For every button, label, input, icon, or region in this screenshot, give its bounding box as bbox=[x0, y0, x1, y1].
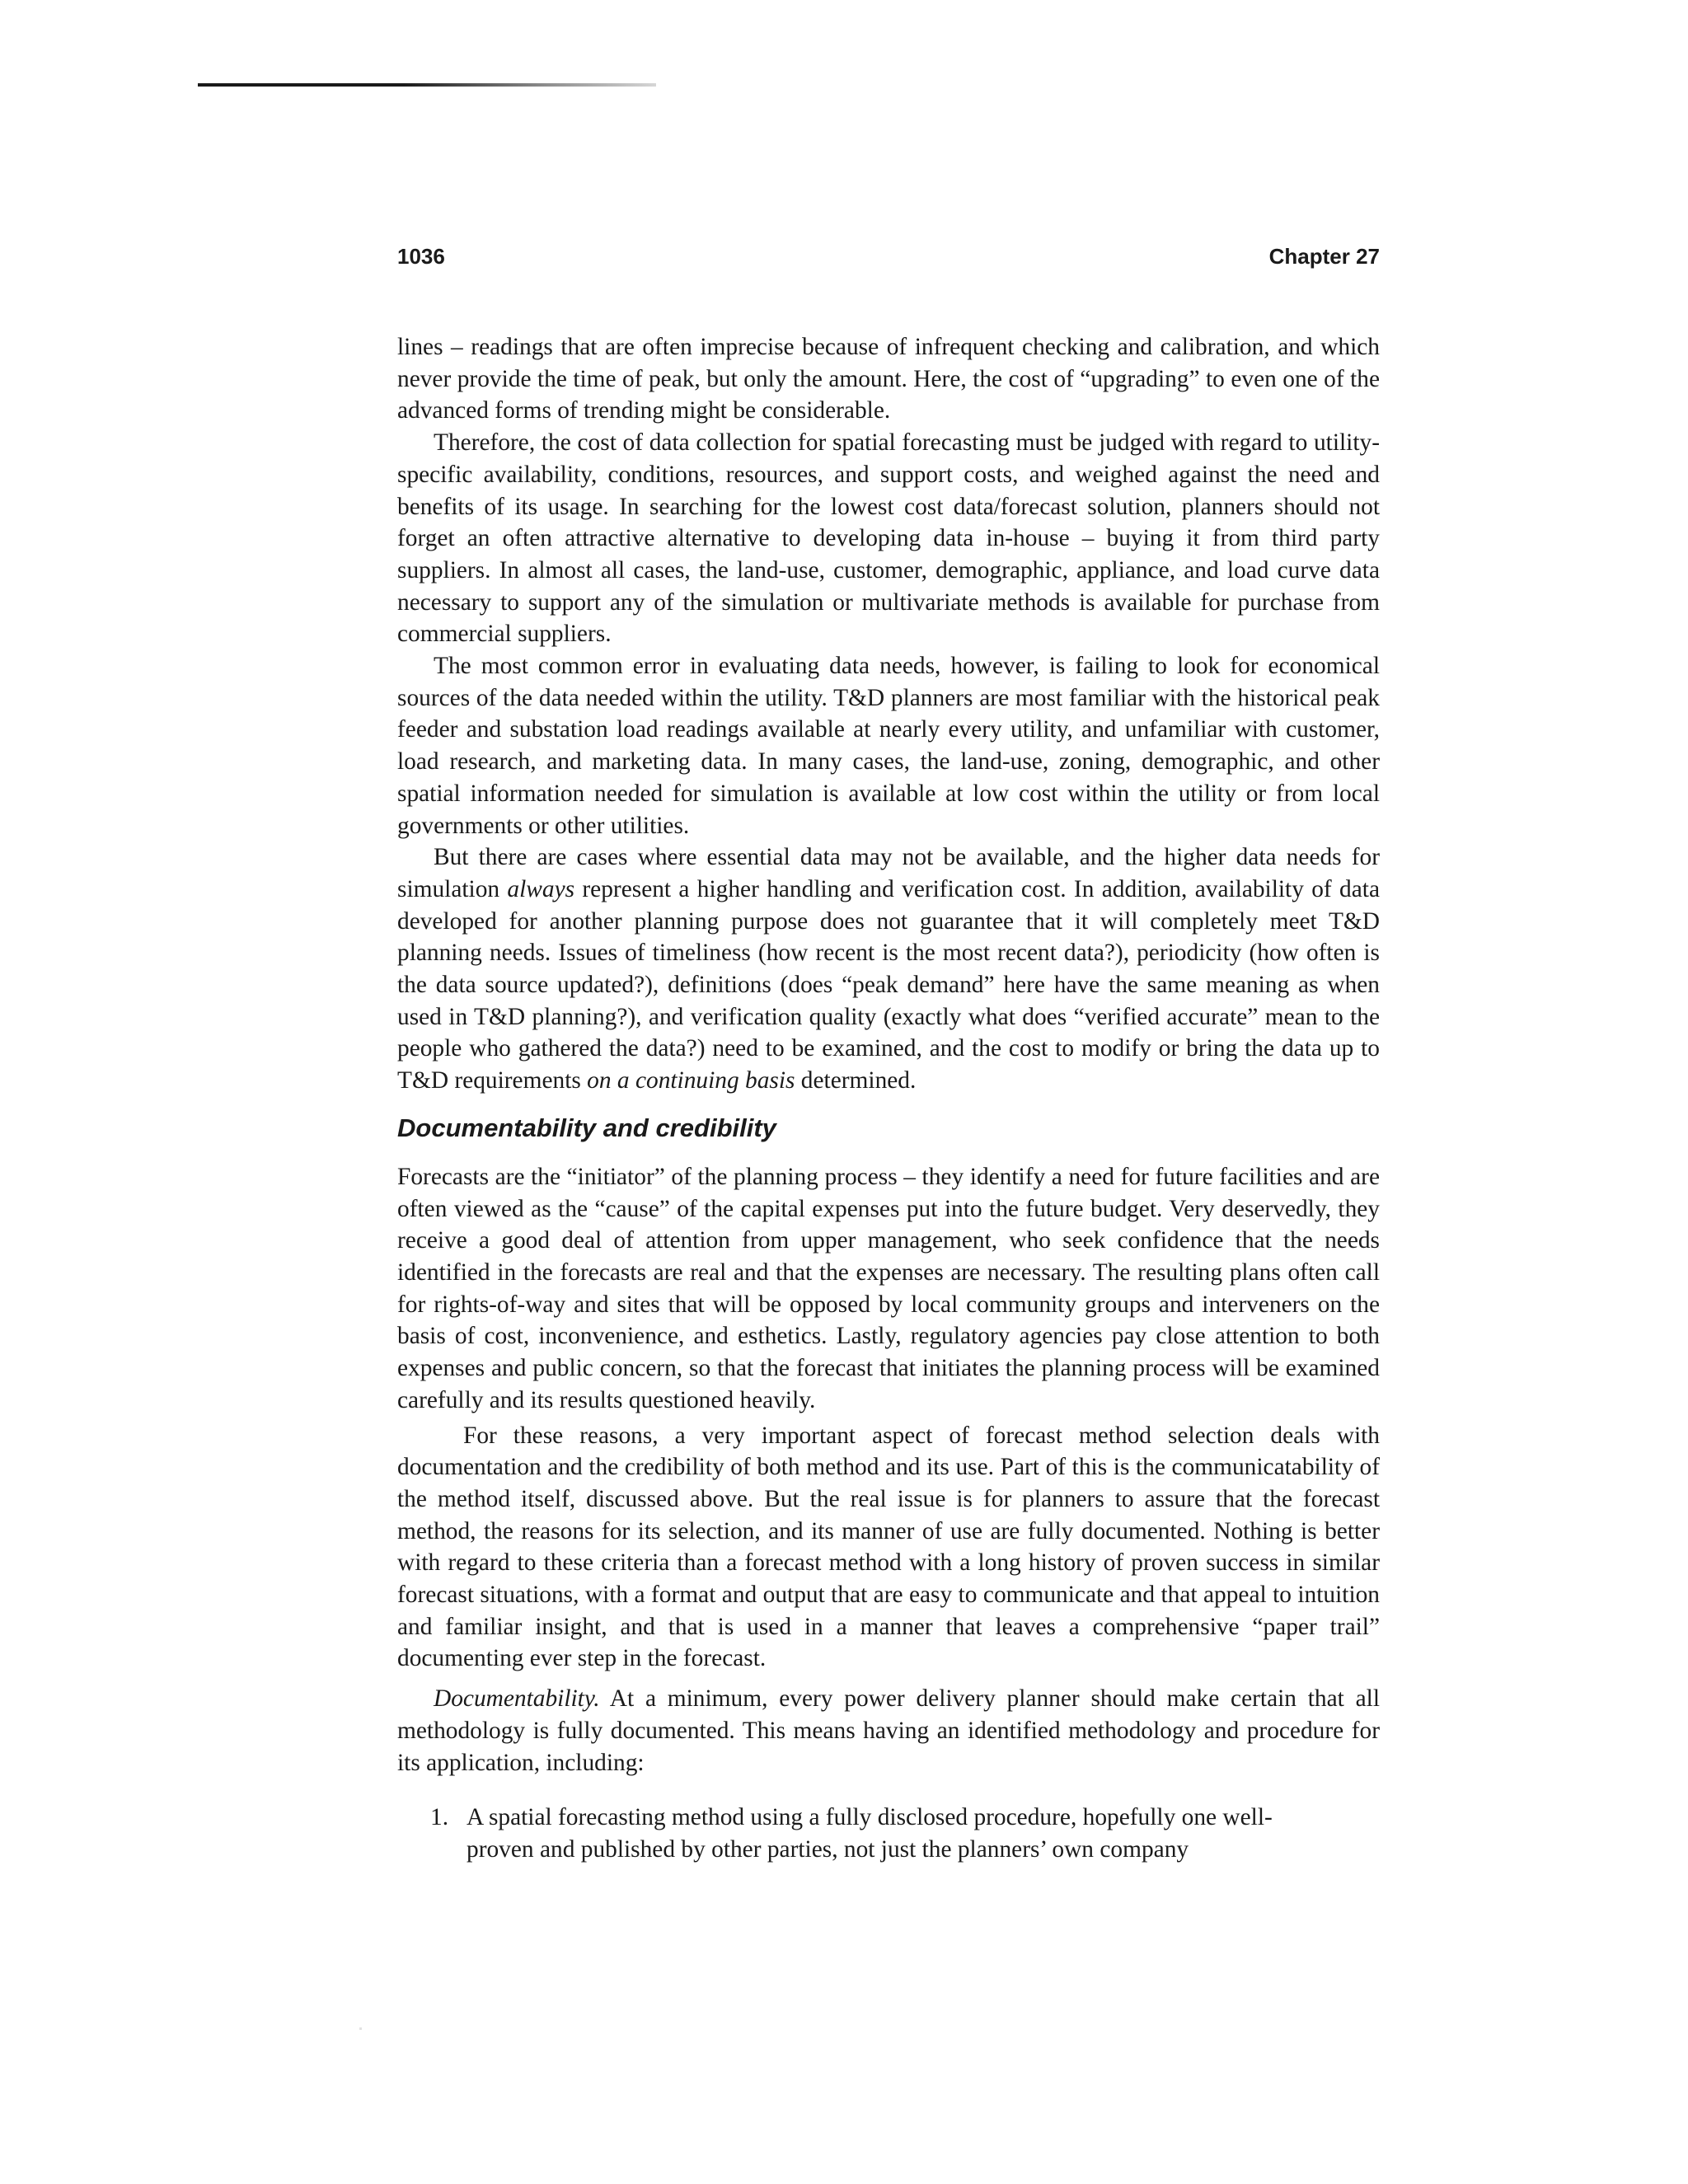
book-page bbox=[397, 244, 1380, 1866]
body-text bbox=[397, 331, 1380, 1866]
paragraph-cost-of-data: Therefore, the cost of data collection for spatial forecasting must be judged with regard to utility-specific availability, conditions, resources, and support costs, and weighed against the need and benefits of its usage. In searching for the lowest cost data/forecast solution, planners should not forget an often attractive alternative to developing data in-house – buying it from third party suppliers. In almost all cases, the land-use, customer, demographic, appliance, and load curve data necessary to support any of the simulation or multivariate methods is available for purchase from commercial suppliers. bbox=[397, 429, 1380, 648]
numbered-list bbox=[397, 1802, 1380, 1865]
running-head bbox=[397, 244, 1380, 277]
top-rule bbox=[198, 83, 656, 87]
paragraph-essential-data bbox=[397, 841, 1380, 1097]
section-heading: Documentability and credibility bbox=[397, 1113, 776, 1142]
text-run: At a minimum, every power delivery planner should make certain that all methodology is fully documented. This means having an identified methodology and procedure for its application, including: bbox=[397, 1685, 1380, 1776]
list-item-number: 1. bbox=[430, 1804, 449, 1831]
list-item-text: A spatial forecasting method using a fully disclosed procedure, hopefully one well-proven and published by other parties, not just the planners’ own company bbox=[467, 1804, 1273, 1863]
text-run: determined. bbox=[795, 1067, 917, 1094]
paragraph-forecasts-initiator: Forecasts are the “initiator” of the planning process – they identify a need for future facilities and are often viewed as the “cause” of the capital expenses put into the future budget. Very deservedly, they receive a good deal of attention from upper management, who seek confidence that the needs identified in the forecasts are real and that the expenses are necessary. The resulting plans often call for rights-of-way and sites that will be opposed by local community groups and interveners on the basis of cost, inconvenience, and esthetics. Lastly, regulatory agencies pay close attention to both expenses and public concern, so that the forecast that initiates the planning process will be examined carefully and its results questioned heavily. bbox=[397, 1163, 1380, 1413]
page-number: 1036 bbox=[397, 244, 445, 269]
paragraph-documentability bbox=[397, 1683, 1380, 1779]
emphasis-continuing-basis: on a continuing basis bbox=[587, 1067, 795, 1094]
chapter-title: Chapter 27 bbox=[1268, 244, 1380, 269]
paragraph-these-reasons: For these reasons, a very important aspect of forecast method selection deals with documentation and the credibility of both method and its use. Part of this is the communicatability of the method itself, discussed above. But the real issue is for planners to assure that the forecast method, the reasons for its selection, and its manner of use are fully documented. Nothing is better with regard to these criteria than a forecast method with a long history of proven success in similar forecast situations, with a format and output that are easy to communicate and that appeal to intuition and familiar insight, and that is used in a manner that leaves a comprehensive “paper trail” documenting ever step in the forecast. bbox=[397, 1422, 1380, 1672]
list-item bbox=[397, 1802, 1304, 1865]
text-run: But there are cases where essential data may not be available, and the higher data needs for simulation bbox=[397, 844, 1380, 902]
paragraph-continuation: lines – readings that are often imprecise because of infrequent checking and calibration, and which never provide the time of peak, but only the amount. Here, the cost of “upgrading” to even one of the advanced forms of trending might be considerable. bbox=[397, 334, 1380, 424]
text-run: represent a higher handling and verification cost. In addition, availability of data developed for another planning purpose does not guarantee that it will completely meet T&D planning needs. Issues of timeliness (how recent is the most recent data?), periodicity (how often is the data source updated?), definitions (does “peak demand” here have the same meaning as when used in T&D planning?), and verification quality (exactly what does “verified accurate” mean to the people who gathered the data?) need to be examined, and the cost to modify or bring the data up to T&D requirements bbox=[397, 875, 1380, 1094]
run-in-heading-documentability: Documentability. bbox=[434, 1685, 600, 1713]
scan-speck bbox=[359, 2027, 362, 2030]
paragraph-common-error: The most common error in evaluating data needs, however, is failing to look for economical sources of the data needed within the utility. T&D planners are most familiar with the historical peak feeder and substation load readings available at nearly every utility, and unfamiliar with customer, load research, and marketing data. In many cases, the land-use, zoning, demographic, and other spatial information needed for simulation is available at low cost within the utility or from local governments or other utilities. bbox=[397, 653, 1380, 839]
emphasis-always: always bbox=[507, 875, 575, 902]
